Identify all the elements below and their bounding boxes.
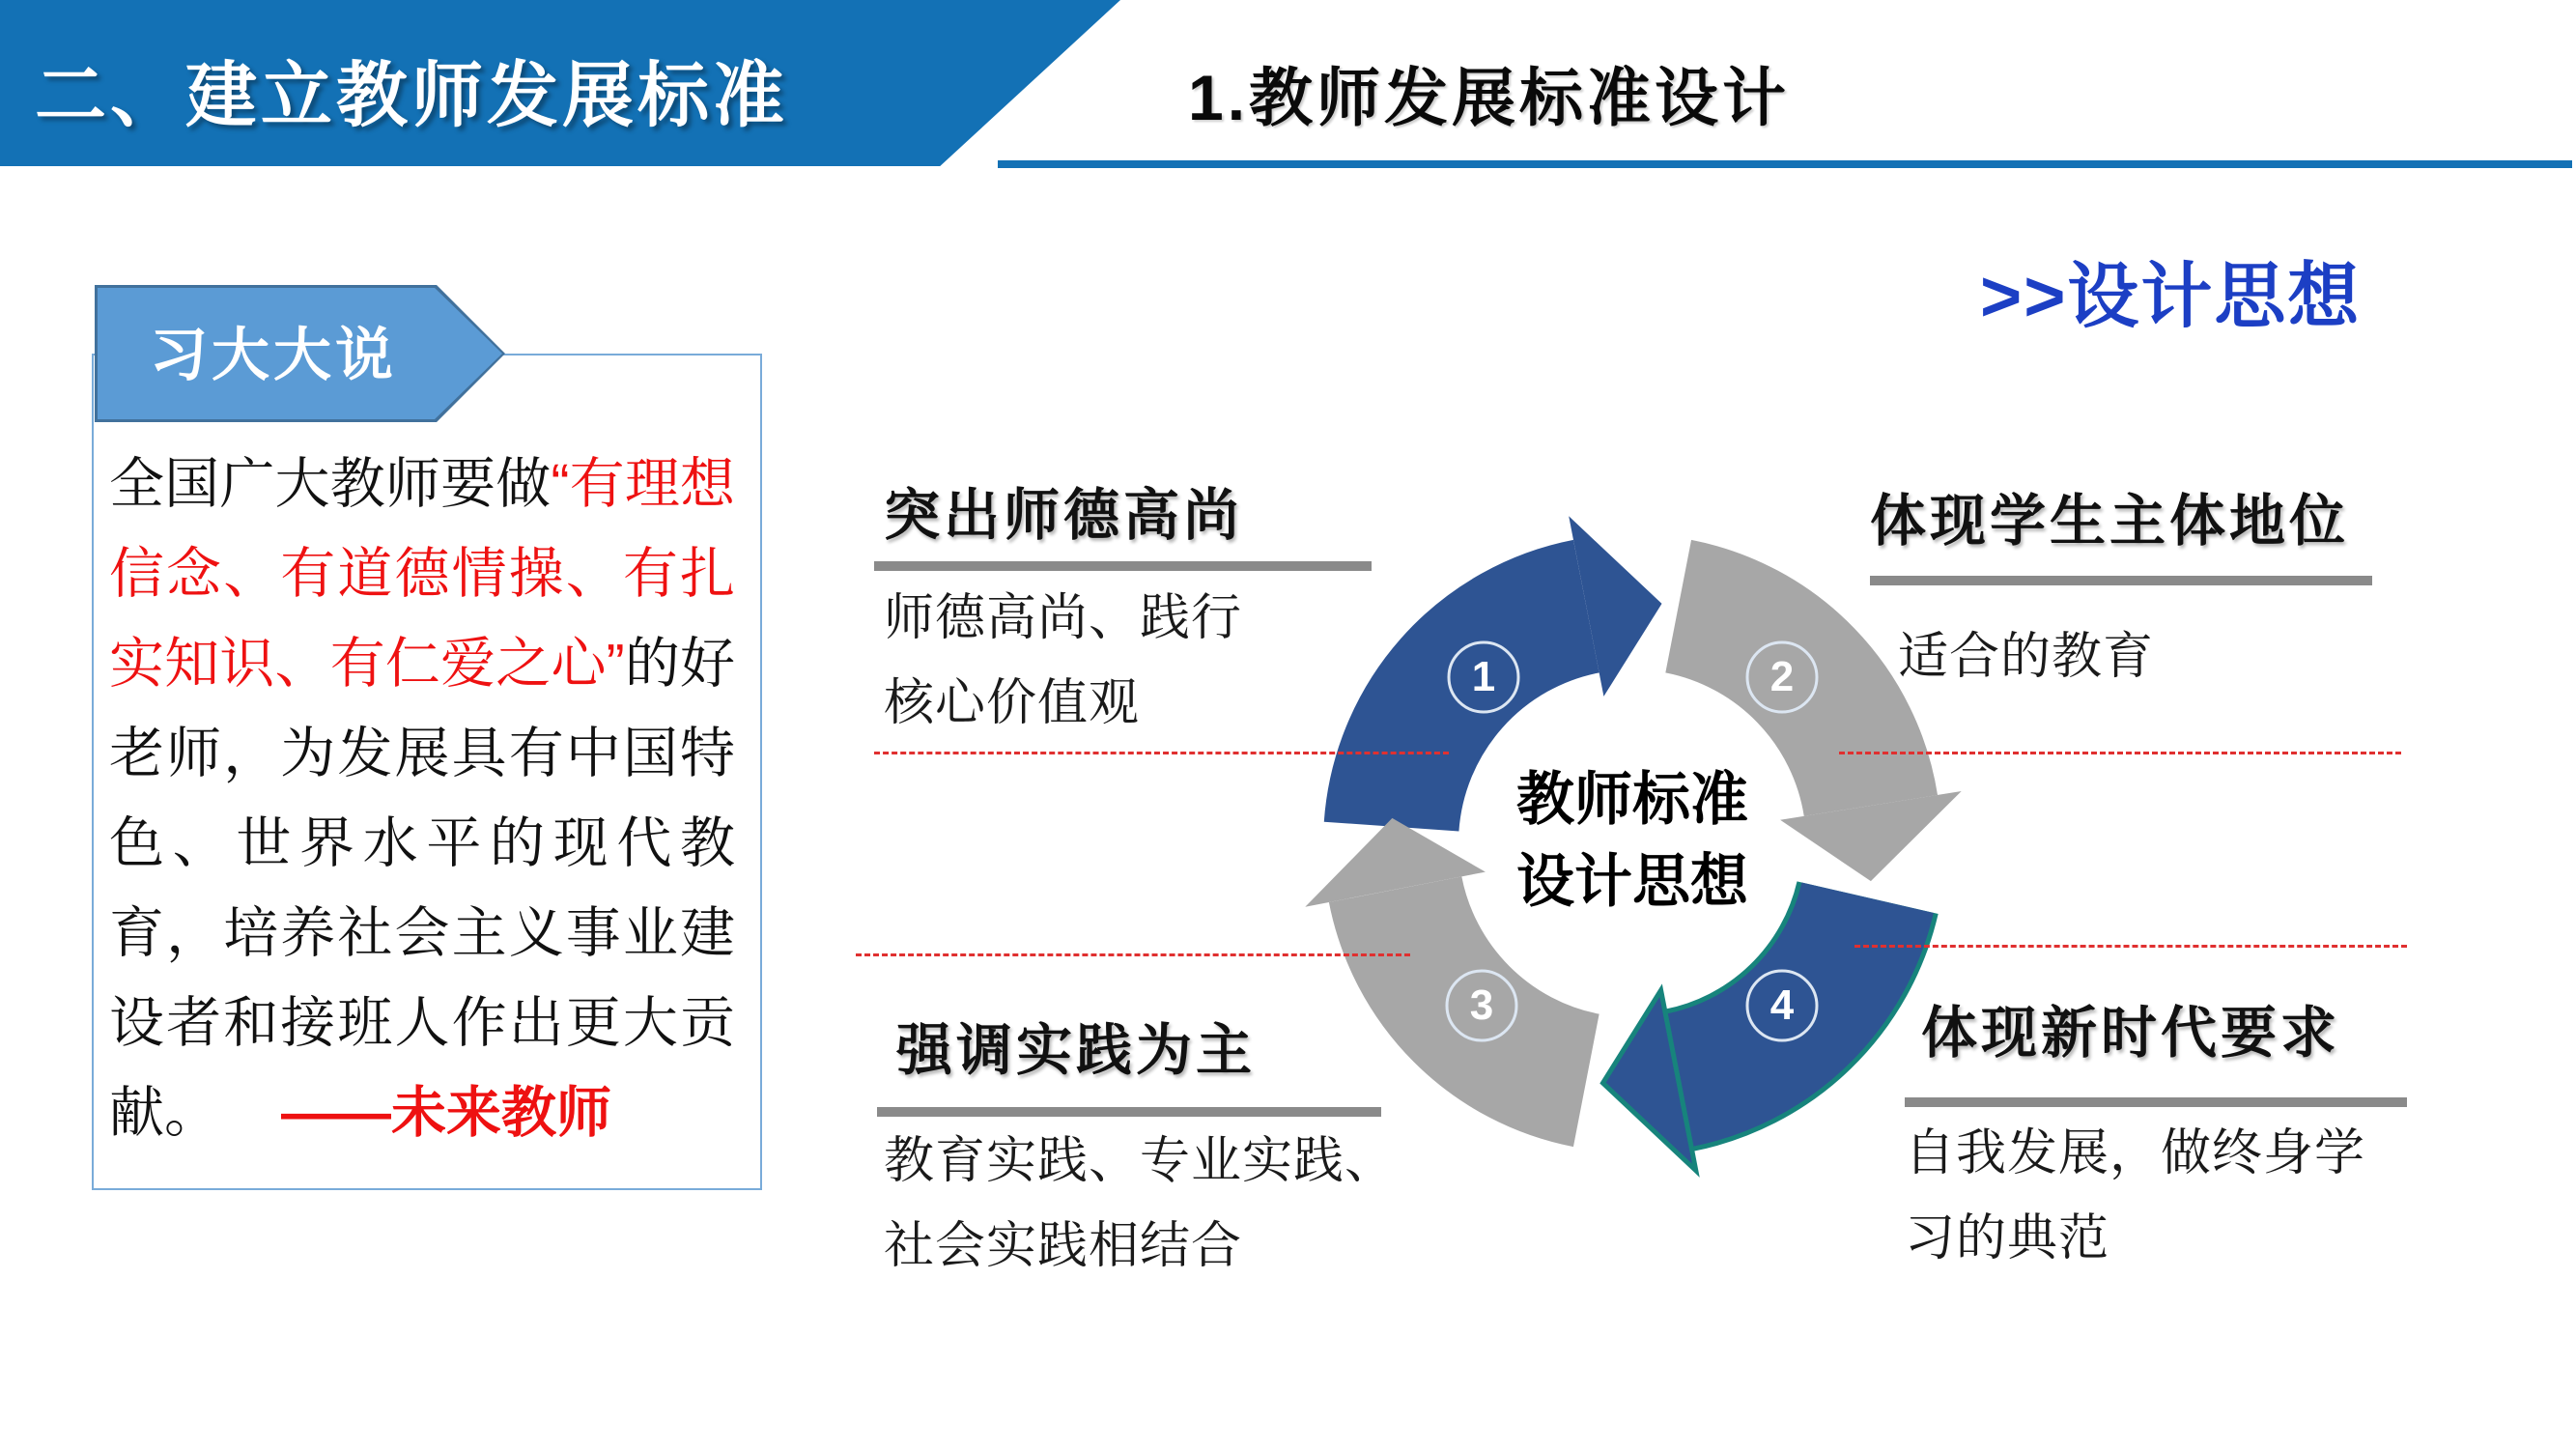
divider-dashed-top-left [874,752,1449,754]
step-2-title: 体现学生主体地位 [1870,490,2350,553]
step-2-number: 2 [1769,653,1795,700]
step-3-title: 强调实践为主 [896,1019,1257,1082]
step-1-body: 师德高尚、践行核心价值观 [884,590,1243,731]
step-4-title: 体现新时代要求 [1921,1002,2341,1065]
quote-highlight: “有理想信念、有道德情操、有扎实知识、有仁爱之心” [109,453,735,695]
step-2-body: 适合的教育 [1898,629,2155,685]
divider-dashed-top-right [1839,752,2401,754]
page-title: 1.教师发展标准设计 [1188,62,1791,133]
step-1-number: 1 [1471,653,1496,700]
step-3-body: 教育实践、专业实践、社会实践相结合 [884,1133,1397,1274]
quote-label: 习大大说 [150,323,397,387]
step-4-number: 4 [1769,981,1795,1029]
design-idea-marker: >>设计思想 [1980,256,2362,336]
diagram-center-line2: 设计思想 [1516,849,1748,914]
divider-dashed-bottom-left [856,953,1410,956]
step-4-underline [1905,1097,2407,1107]
step-1-title: 突出师德高尚 [884,484,1244,547]
quote-tail: 的好老师，为发展具有中国特色、世界水平的现代教育，培养社会主义事业建设者和接班人作出更大贡献。 [109,633,736,1144]
diagram-center-label [1439,758,1826,923]
section-banner-title: 二、建立教师发展标准 [35,55,788,135]
step-2-underline [1870,576,2372,585]
title-underline [998,160,2572,168]
step-3-number: 3 [1469,981,1494,1029]
quote-paragraph [109,440,735,1158]
step-3-underline [877,1107,1381,1117]
step-4-body: 自我发展，做终身学习的典范 [1905,1125,2366,1266]
quote-lead: 全国广大教师要做 [109,453,552,515]
divider-dashed-bottom-right [1854,945,2407,948]
quote-attribution: ——未来教师 [281,1082,611,1144]
diagram-center-line1: 教师标准 [1516,767,1748,832]
step-1-underline [874,561,1372,571]
